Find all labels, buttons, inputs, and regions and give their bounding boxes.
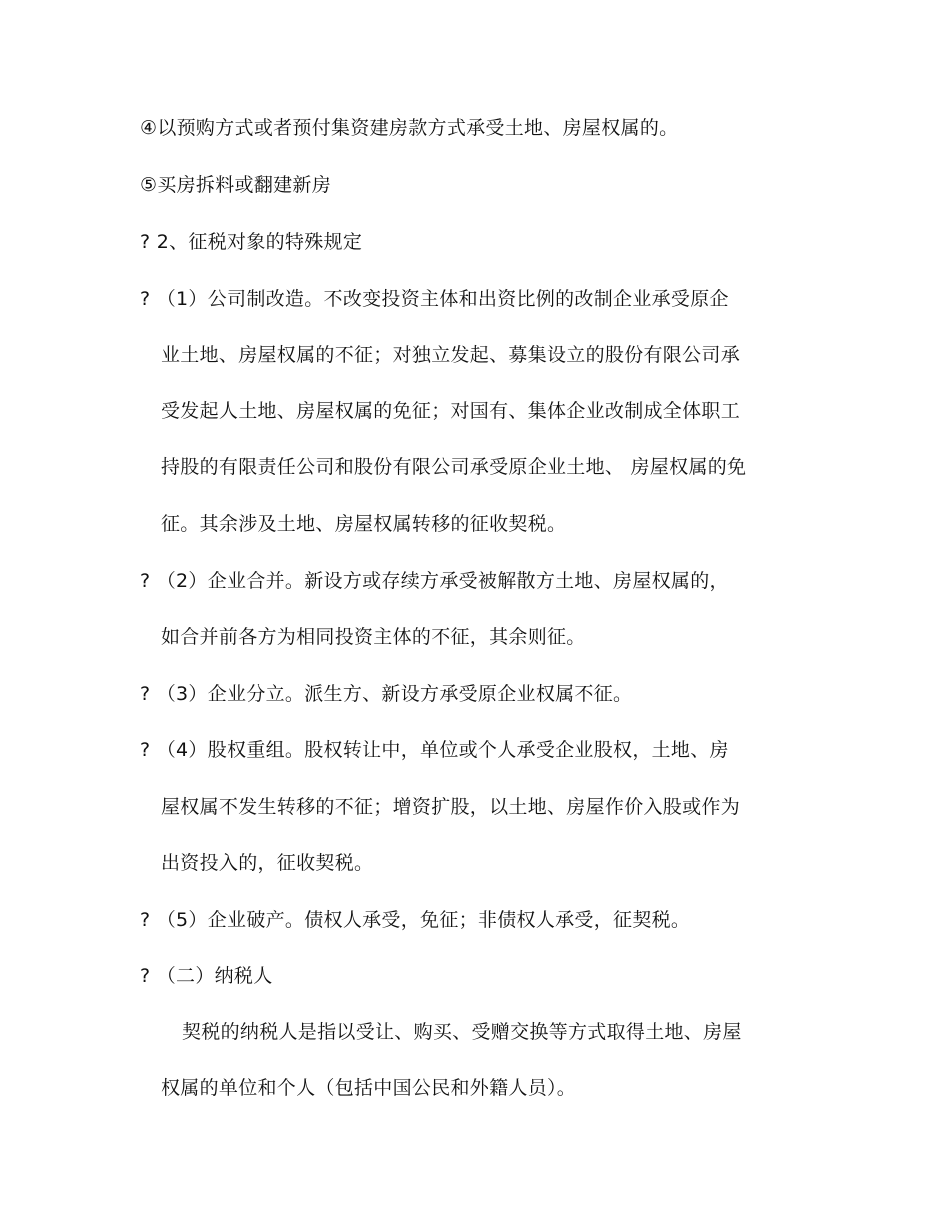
text-line: ? （3）企业分立。派生方、新设方承受原企业权属不征。 [140,683,633,705]
text-line: 屋权属不发生转移的不征；增资扩股，以土地、房屋作价入股或作为 [161,796,741,818]
text-line: 契税的纳税人是指以受让、购买、受赠交换等方式取得土地、房屋 [182,1021,742,1043]
text-line: 如合并前各方为相同投资主体的不征，其余则征。 [161,626,586,648]
text-line: 权属的单位和个人（包括中国公民和外籍人员）。 [161,1077,577,1099]
text-line: ? （5）企业破产。债权人承受，免征；非债权人承受，征契税。 [140,909,691,931]
text-line: 业土地、房屋权属的不征；对独立发起、募集设立的股份有限公司承 [161,344,741,366]
text-line: 出资投入的，征收契税。 [161,852,374,874]
text-line: 受发起人土地、房屋权属的免征；对国有、集体企业改制成全体职工 [161,400,741,422]
text-line: 持股的有限责任公司和股份有限公司承受原企业土地、 房屋权属的免 [161,456,747,478]
text-line: ? （4）股权重组。股权转让中，单位或个人承受企业股权，土地、房 [140,739,729,761]
text-line: 征。其余涉及土地、房屋权属转移的征收契税。 [161,513,567,535]
text-line: ? （1）公司制改造。不改变投资主体和出资比例的改制企业承受原企 [140,288,729,310]
text-line: ? 2、征税对象的特殊规定 [140,231,363,253]
text-line: ④以预购方式或者预付集资建房款方式承受土地、房屋权属的。 [140,117,679,139]
text-line: ⑤买房拆料或翻建新房 [140,174,332,196]
text-line: ? （二）纳税人 [140,965,273,987]
text-line: ? （2）企业合并。新设方或存续方承受被解散方土地、房屋权属的， [140,570,729,592]
